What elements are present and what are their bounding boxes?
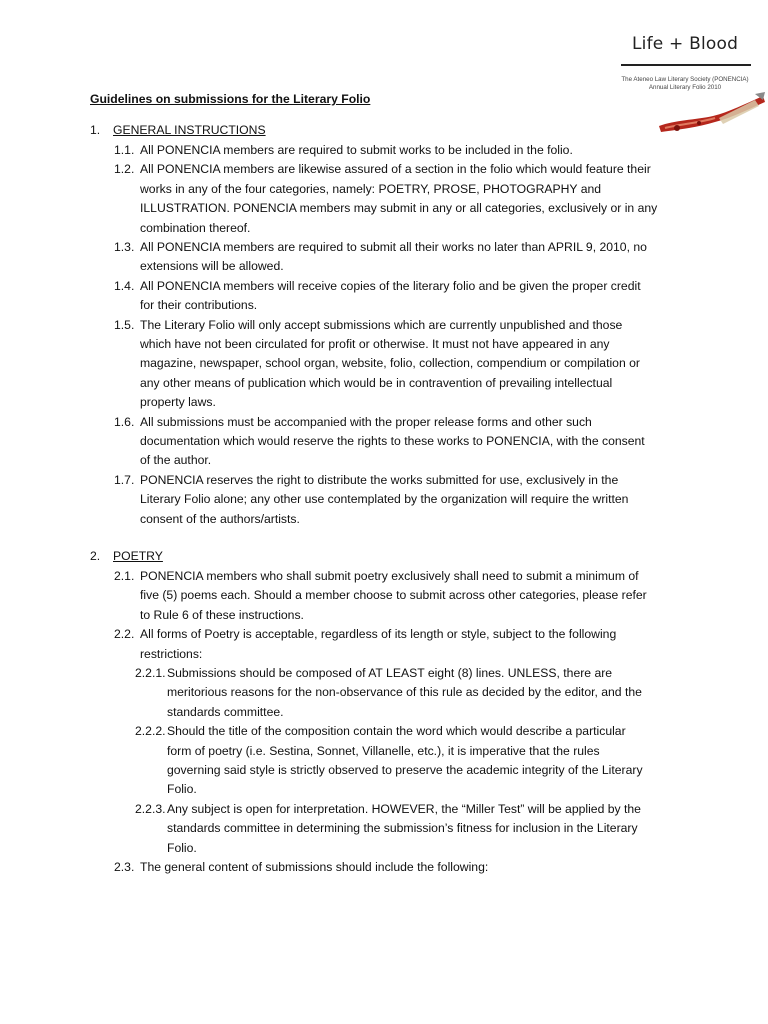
item-text-line: All submissions must be accompanied with the proper release forms and other such: [140, 414, 592, 429]
item-number: 1.5.: [114, 317, 135, 332]
item-text-line: magazine, newspaper, school organ, website, folio, collection, compendium or compilation or: [140, 356, 640, 371]
item-number: 1.2.: [114, 162, 135, 177]
section-number: 1.: [90, 123, 101, 137]
item-text-line: The general content of submissions should include the following:: [140, 860, 489, 874]
item-number: 2.2.1.: [135, 666, 166, 680]
item-text-line: ILLUSTRATION. PONENCIA members may submit in any or all categories, exclusively or in any: [140, 201, 658, 216]
item-text-line: All PONENCIA members are likewise assured of a section in the folio which would feature their: [140, 162, 651, 177]
logo-illustration: [655, 90, 767, 138]
item-text-line: All forms of Poetry is acceptable, regardless of its length or style, subject to the following: [140, 627, 617, 642]
item-number: 2.1.: [114, 569, 135, 583]
item-number: 2.2.3.: [135, 801, 166, 816]
item-number: 2.2.: [114, 627, 135, 642]
section-number: 2.: [90, 549, 101, 563]
item-number: 2.3.: [114, 860, 135, 874]
item-text-line: documentation which would reserve the rights to these works to PONENCIA, with the consent: [140, 434, 645, 448]
item-number: 1.7.: [114, 472, 135, 487]
document-title: Guidelines on submissions for the Literary Folio: [90, 92, 371, 106]
item-text-line: combination thereof.: [140, 220, 251, 235]
item-text-line: for their contributions.: [140, 298, 258, 313]
item-text-line: of the author.: [140, 453, 212, 468]
item-text-line: governing said style is strictly observed to preserve the academic integrity of the Literary: [167, 763, 643, 777]
item-text-line: which have not been circulated for profit or otherwise. It must not have appeared in any: [140, 337, 610, 351]
item-text-line: property laws.: [140, 395, 216, 410]
item-text-line: Literary Folio alone; any other use contemplated by the organization will require the written: [140, 492, 629, 507]
item-text-line: All PONENCIA members will receive copies of the literary folio and be given the proper credit: [140, 278, 641, 293]
item-text-line: Folio.: [167, 840, 197, 855]
item-text-line: All PONENCIA members are required to submit all their works no later than APRIL 9, 2010, no: [140, 240, 647, 254]
section-title: POETRY: [113, 549, 163, 563]
item-text-line: The Literary Folio will only accept submissions which are currently unpublished and those: [140, 317, 623, 332]
section-title: GENERAL INSTRUCTIONS: [113, 123, 266, 137]
item-text-line: PONENCIA reserves the right to distribute the works submitted for use, exclusively in the: [140, 472, 619, 487]
item-text-line: Folio.: [167, 782, 197, 797]
item-text-line: extensions will be allowed.: [140, 259, 284, 274]
logo-subtitle-line-1: The Ateneo Law Literary Society (PONENCIA): [621, 76, 749, 83]
item-text-line: restrictions:: [140, 646, 203, 661]
item-text-line: to Rule 6 of these instructions.: [140, 607, 304, 622]
item-number: 1.3.: [114, 240, 135, 254]
item-text-line: Any subject is open for interpretation. HOWEVER, the “Miller Test” will be applied by the: [167, 801, 641, 816]
item-text-line: standards committee.: [167, 704, 284, 719]
item-text-line: works in any of the four categories, namely: POETRY, PROSE, PHOTOGRAPHY and: [140, 181, 602, 196]
item-number: 2.2.2.: [135, 724, 166, 739]
item-text-line: any other means of publication which would be in contravention of prevailing intellectual: [140, 375, 613, 390]
logo-divider: [621, 64, 751, 66]
item-text-line: form of poetry (i.e. Sestina, Sonnet, Villanelle, etc.), it is imperative that the rules: [167, 743, 600, 758]
item-text-line: PONENCIA members who shall submit poetry exclusively shall need to submit a minimum of: [140, 569, 639, 583]
item-text-line: five (5) poems each. Should a member choose to submit across other categories, please refer: [140, 588, 647, 603]
item-text-line: All PONENCIA members are required to submit works to be included in the folio.: [140, 143, 573, 157]
logo-title: Life + Blood: [632, 34, 739, 54]
item-text-line: Should the title of the composition contain the word which would describe a particular: [167, 724, 626, 739]
item-text-line: standards committee in determining the submission’s fitness for inclusion in the Literary: [167, 821, 638, 836]
item-text-line: meritorious reasons for the non-observance of this rule as decided by the editor, and the: [167, 685, 642, 700]
item-number: 1.1.: [114, 143, 135, 157]
item-text-line: Submissions should be composed of AT LEAST eight (8) lines. UNLESS, there are: [167, 666, 613, 680]
item-number: 1.4.: [114, 278, 135, 293]
item-text-line: consent of the authors/artists.: [140, 511, 300, 526]
logo-subtitle-line-2: Annual Literary Folio 2010: [648, 84, 722, 91]
item-number: 1.6.: [114, 414, 135, 429]
